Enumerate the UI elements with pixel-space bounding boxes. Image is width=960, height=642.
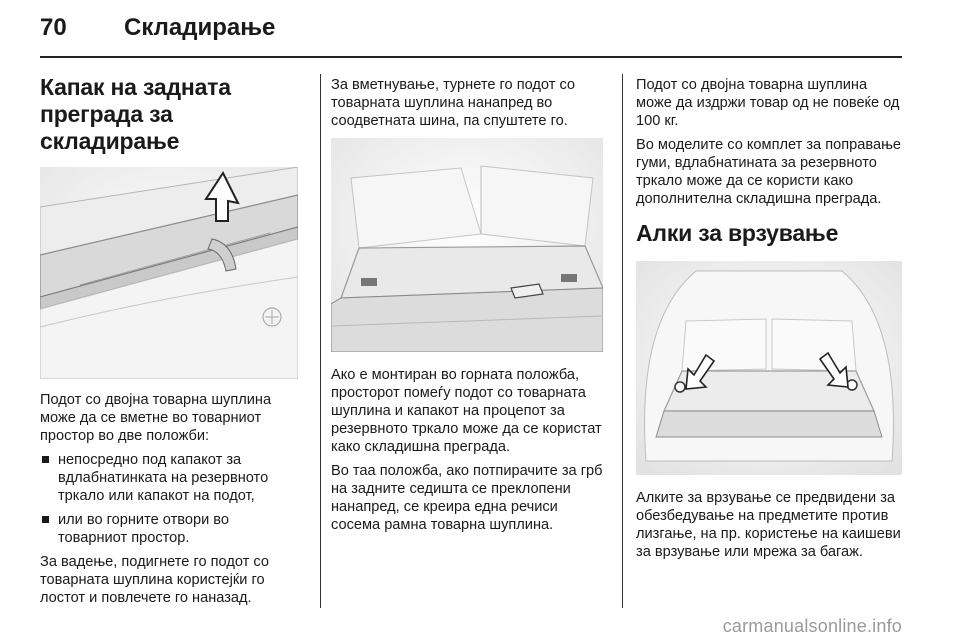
rail-right [561, 274, 577, 282]
illustration-lashing-eyes [636, 261, 902, 475]
illustration-load-floor-lift [40, 167, 298, 379]
section-heading-line1: Капак на задната [40, 74, 231, 100]
column2-paragraph-2: Ако е монтиран во горната положба, просторот помеѓу подот со товарната шуплина и капакот на процепот за резервното тркало може да се користат како складишна преграда. [331, 367, 602, 455]
column-2 [331, 76, 603, 540]
section-heading [40, 74, 298, 155]
column-divider-2 [622, 74, 623, 608]
column-3 [636, 76, 902, 567]
column2-paragraph-3: Во таа положба, ако потпирачите за грб на задните седишта се преклопени нанапред, се креира една речиси сосема рамна товарна шуплина. [331, 463, 603, 533]
column-divider-1 [320, 74, 321, 608]
list-item: или во горните отвори во товарниот простор. [40, 511, 298, 547]
bullet-square-icon [42, 516, 49, 523]
section-heading-line2: преграда за складирање [40, 101, 180, 154]
illustration-load-floor-upper-position [331, 138, 603, 352]
bullet-list [40, 451, 298, 547]
section1-paragraph-2: За вадење, подигнете го подот со товарната шуплина користејќи го лостот и повлечете го наназад. [40, 554, 269, 606]
bullet-square-icon [42, 456, 49, 463]
lashing-eye-left [675, 382, 685, 392]
chapter-title: Складирање [124, 14, 276, 41]
column-1 [40, 74, 298, 613]
page-number: 70 [40, 14, 67, 41]
section-heading-lashing-eyes: Алки за врзување [636, 220, 839, 246]
header-rule [40, 56, 902, 58]
column3-paragraph-1: Подот со двојна товарна шуплина може да издржи товар од не повеќе од 100 кг. [636, 77, 900, 129]
section1-paragraph-1: Подот со двојна товарна шуплина може да се вметне во товарниот простор во две положби: [40, 392, 272, 444]
rail-left [361, 278, 377, 286]
page-header [40, 12, 902, 52]
column2-paragraph-1: За вметнување, турнете го подот со товарната шуплина нанапред во соодветната шина, па спуштете го. [331, 77, 576, 129]
list-item: непосредно под капакот за вдлабнатинката на резервното тркало или капакот на подот, [40, 451, 298, 505]
column3-paragraph-2: Во моделите со комплет за поправање гуми, вдлабнатината за резервното тркало може да се користи како дополнителна складишна преграда. [636, 137, 902, 207]
watermark: carmanualsonline.info [722, 616, 902, 636]
column3-paragraph-3: Алките за врзување се предвидени за обезбедување на предметите против лизгање, на пр. користење на каишеви за врзување или мрежа за багаж. [636, 490, 901, 560]
